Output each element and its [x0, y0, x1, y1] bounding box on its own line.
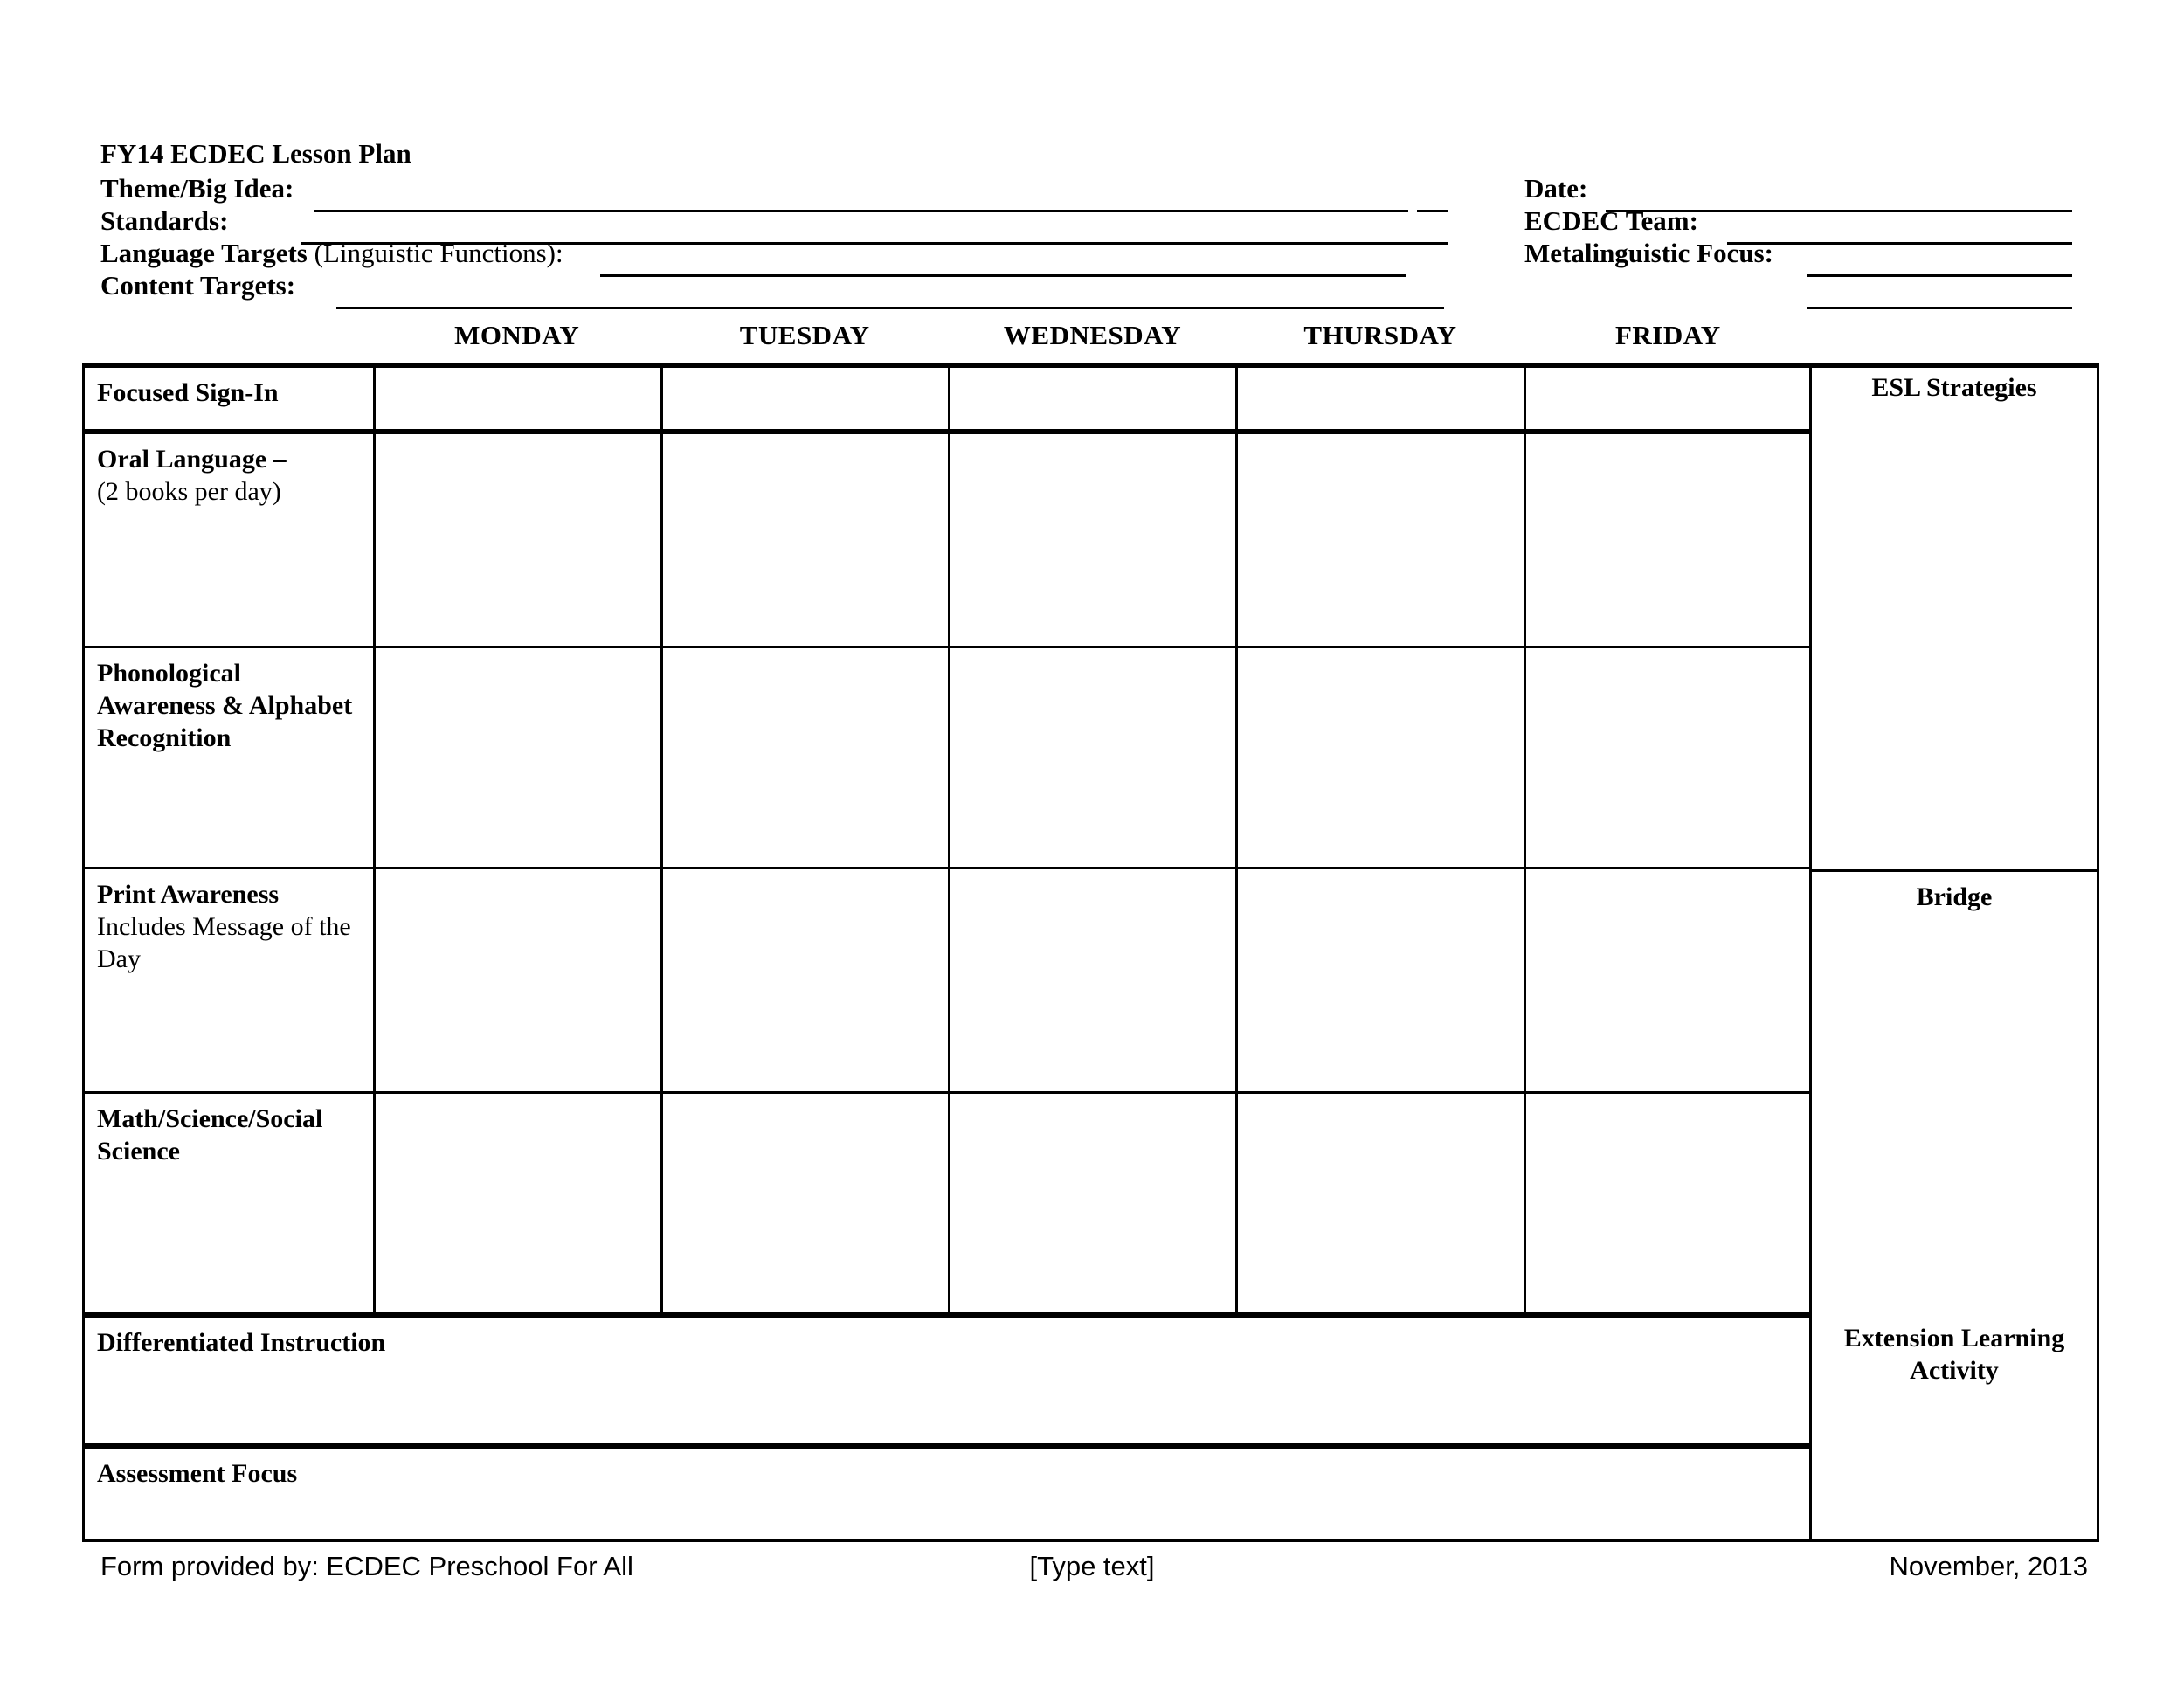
fill-in-line-ecdec-team	[1727, 242, 2072, 245]
cell-oral-language-friday	[1526, 434, 1809, 648]
field-label-language-targets-note: (Linguistic Functions):	[307, 238, 563, 268]
cell-phonological-monday	[376, 648, 663, 869]
row-assessment-focus: Assessment Focus	[97, 1459, 298, 1488]
row-label-math-science: Math/Science/Social Science	[85, 1094, 376, 1318]
sidebar-extension-learning-activity: Extension Learning Activity	[1843, 1324, 2065, 1385]
cell-print-awareness-friday	[1526, 869, 1809, 1094]
cell-phonological-thursday	[1238, 648, 1526, 869]
cell-focused-sign-in-friday	[1526, 368, 1809, 434]
field-label-metalinguistic-focus: Metalinguistic Focus:	[1524, 238, 1773, 268]
cell-print-awareness-thursday	[1238, 869, 1526, 1094]
cell-oral-language-tuesday	[663, 434, 950, 648]
row-differentiated-instruction: Differentiated Instruction	[85, 1318, 1809, 1449]
cell-focused-sign-in-tuesday	[663, 368, 950, 434]
fill-in-line-theme-end	[1417, 210, 1448, 212]
cell-phonological-wednesday	[950, 648, 1238, 869]
cell-oral-language-monday	[376, 434, 663, 648]
fill-in-line-theme	[314, 210, 1408, 212]
cell-math-science-friday	[1526, 1094, 1809, 1318]
cell-math-science-monday	[376, 1094, 663, 1318]
sidebar-esl-strategies: ESL Strategies	[1812, 368, 2097, 872]
footer-type-text: [Type text]	[1029, 1551, 1155, 1581]
cell-print-awareness-wednesday	[950, 869, 1238, 1094]
cell-print-awareness-tuesday	[663, 869, 950, 1094]
day-header-thursday: THURSDAY	[1303, 320, 1457, 350]
page-title: FY14 ECDEC Lesson Plan	[100, 138, 411, 169]
cell-print-awareness-monday	[376, 869, 663, 1094]
row-label-oral-language: Oral Language – (2 books per day)	[85, 434, 376, 648]
cell-focused-sign-in-wednesday	[950, 368, 1238, 434]
day-header-friday: FRIDAY	[1614, 320, 1721, 350]
footer-provided-by: Form provided by: ECDEC Preschool For All	[100, 1551, 633, 1581]
field-label-ecdec-team: ECDEC Team:	[1524, 205, 1698, 236]
cell-math-science-tuesday	[663, 1094, 950, 1318]
lesson-plan-table	[82, 363, 1812, 1542]
cell-phonological-tuesday	[663, 648, 950, 869]
row-label-focused-sign-in: Focused Sign-In	[85, 368, 376, 434]
cell-phonological-friday	[1526, 648, 1809, 869]
field-label-theme: Theme/Big Idea:	[100, 173, 294, 204]
cell-focused-sign-in-monday	[376, 368, 663, 434]
field-label-date: Date:	[1524, 173, 1588, 204]
day-header-wednesday: WEDNESDAY	[1003, 320, 1182, 350]
row-sublabel-oral-language: (2 books per day)	[97, 477, 281, 506]
cell-math-science-wednesday	[950, 1094, 1238, 1318]
sidebar-column	[1809, 363, 2099, 1542]
sidebar-bridge-section	[1812, 872, 2097, 1539]
fill-in-line-metalinguistic-focus	[1807, 274, 2072, 277]
row-label-phonological-awareness: Phonological Awareness & Alphabet Recognition	[85, 648, 376, 869]
sidebar-bridge-label: Bridge	[1916, 882, 1993, 911]
fill-in-line-language-targets	[600, 274, 1406, 277]
cell-oral-language-wednesday	[950, 434, 1238, 648]
field-label-content-targets: Content Targets:	[100, 270, 296, 301]
row-label-print-awareness: Print Awareness Includes Message of the Day	[85, 869, 376, 1094]
footer-date: November, 2013	[1889, 1551, 2088, 1581]
cell-math-science-thursday	[1238, 1094, 1526, 1318]
fill-in-line-metalinguistic-focus-2	[1807, 307, 2072, 309]
cell-focused-sign-in-thursday	[1238, 368, 1526, 434]
day-header-row	[373, 320, 1812, 351]
field-label-language-targets: Language Targets (Linguistic Functions):	[100, 238, 563, 268]
day-header-monday: MONDAY	[454, 320, 580, 350]
row-sublabel-print-awareness: Includes Message of the Day	[97, 912, 351, 973]
cell-oral-language-thursday	[1238, 434, 1526, 648]
day-header-tuesday: TUESDAY	[739, 320, 870, 350]
field-label-standards: Standards:	[100, 205, 229, 236]
fill-in-line-content-targets	[336, 307, 1444, 309]
